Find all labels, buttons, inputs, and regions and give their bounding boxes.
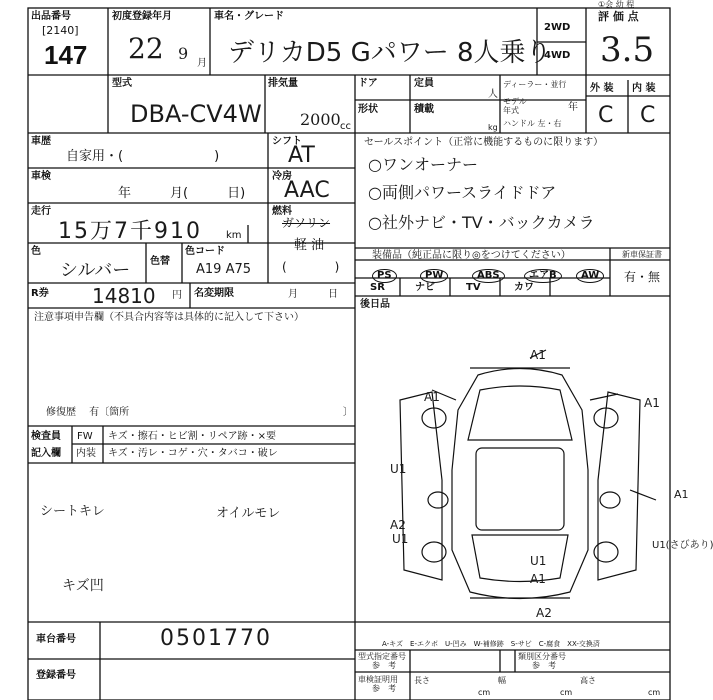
shape-label: 形状 xyxy=(358,104,378,115)
mark-rear-a1: A1 xyxy=(530,572,546,586)
equip-navi: ナビ xyxy=(415,282,435,293)
color-value: シルバー xyxy=(60,260,131,281)
ref-label-3: 参 考 xyxy=(372,684,396,693)
ref-label-2: 参 考 xyxy=(532,661,556,670)
capacity-label: 定員 xyxy=(414,78,434,89)
drive-2wd: 2WD xyxy=(544,22,571,33)
capacity-unit: 人 xyxy=(488,89,498,100)
cert-label: 車検証明用 xyxy=(358,675,398,684)
type-label: 型式 xyxy=(112,78,132,89)
inspector-label: 検査員 xyxy=(31,431,61,442)
interior-grade: C xyxy=(640,103,656,128)
handle-label: ハンドル 左・右 xyxy=(503,119,562,128)
equip-ps: PS xyxy=(372,263,397,283)
attention-label: 注意事項申告欄（不具合内容等は具体的に記入して下さい） xyxy=(34,312,304,323)
interior-box-label: 内装 xyxy=(76,448,96,459)
model-year-label: モデル年式 xyxy=(503,97,527,115)
mark-right-side: A1 xyxy=(674,488,689,501)
chassis-value: 0501770 xyxy=(160,626,272,651)
selling-point-2: ○両側パワースライドドア xyxy=(368,183,557,202)
top-stamp: ①会 幼 程 xyxy=(598,0,635,9)
fuel-struck: ガソリン xyxy=(282,216,331,230)
equipment-label: 装備品（純正品に限り◎をつけてください） xyxy=(372,250,571,261)
month-unit: 月 xyxy=(197,58,207,69)
dealer-label: ディーラー・並行 xyxy=(503,80,567,89)
height-cm: cm xyxy=(648,688,661,697)
equip-pw: PW xyxy=(420,263,448,283)
recycle-label: R券 xyxy=(31,288,49,299)
mark-right-rear: U1(さびあり) xyxy=(652,540,713,551)
selling-point-1: ○ワンオーナー xyxy=(368,155,478,174)
equip-aw: AW xyxy=(576,263,604,283)
year-unit: 年 xyxy=(568,102,578,113)
mark-left-rear-u1: U1 xyxy=(392,532,409,546)
fuel-value: 軽 油 xyxy=(294,238,325,253)
fw-items: キズ・擦石・ヒビ割・リペア跡・×要 xyxy=(108,431,276,442)
mileage-value: 15万7千910 xyxy=(58,219,202,244)
entry-label: 記入欄 xyxy=(31,448,61,459)
first-reg-month: 9 xyxy=(178,44,189,63)
height-label: 高さ xyxy=(580,676,596,685)
score-label: 評 価 点 xyxy=(598,10,639,23)
recycle-value: 14810 xyxy=(92,284,156,308)
mark-left-rear-a2: A2 xyxy=(390,518,406,532)
load-label: 積載 xyxy=(414,104,434,115)
reg-label: 登録番号 xyxy=(36,670,76,681)
mark-front-left: A1 xyxy=(424,390,440,404)
ac-label: 冷房 xyxy=(272,171,292,182)
warranty-label: 新車保証書 xyxy=(622,250,662,259)
displacement-label: 排気量 xyxy=(268,78,298,89)
ac-value: AAC xyxy=(284,178,330,203)
hand-note-seat: シートキレ xyxy=(40,504,105,519)
load-unit: kg xyxy=(488,123,498,132)
class-label: 類別区分番号 xyxy=(518,652,566,661)
equip-leather: カワ xyxy=(514,282,534,293)
mark-front-right: A1 xyxy=(644,396,660,410)
width-cm: cm xyxy=(560,688,573,697)
name-label: 車名・グレード xyxy=(214,11,284,22)
hand-note-oil: オイルモレ xyxy=(216,506,281,521)
repair-label: 修復歴 有〔箇所 xyxy=(46,407,130,418)
mileage-unit: km xyxy=(226,230,242,241)
later-label: 後日品 xyxy=(360,299,390,310)
fuel-paren: ( ) xyxy=(282,260,340,274)
selling-points-label: セールスポイント（正常に機能するものに限ります） xyxy=(364,137,604,148)
repair-close: 〕 xyxy=(343,407,353,418)
length-label: 長さ xyxy=(414,676,430,685)
length-cm: cm xyxy=(478,688,491,697)
color-code-label: 色コード xyxy=(185,246,225,257)
score-value: 3.5 xyxy=(600,30,655,70)
interior-items: キズ・汚レ・コゲ・穴・タバコ・破レ xyxy=(108,448,278,459)
equip-airbag: エアB xyxy=(524,263,562,283)
exterior-grade: C xyxy=(598,103,614,128)
mark-rear-u1: U1 xyxy=(530,554,547,568)
name-change-value: 月 日 xyxy=(288,289,338,300)
interior-label: 内 装 xyxy=(632,83,656,94)
name-value: デリカD5 Gパワー 8人乗り xyxy=(228,38,552,68)
door-label: ドア xyxy=(358,78,378,89)
first-reg-year: 22 xyxy=(128,32,164,65)
shift-label: シフト xyxy=(272,136,302,147)
hand-note-scratch: キズ凹 xyxy=(62,578,104,594)
history-value: 自家用・( ) xyxy=(66,149,220,164)
warranty-value: 有・無 xyxy=(624,270,661,284)
fw-label: FW xyxy=(77,431,93,442)
color-label: 色 xyxy=(31,246,41,257)
shift-value: AT xyxy=(288,143,315,168)
equip-abs: ABS xyxy=(472,263,505,283)
name-change-label: 名変期限 xyxy=(194,288,234,299)
damage-legend: A-キズ E-エクボ U-凹み W-補修跡 S-サビ C-腐食 XX-交換済 xyxy=(382,640,600,648)
equip-sr: SR xyxy=(370,282,385,293)
selling-point-3: ○社外ナビ・TV・バックカメラ xyxy=(368,213,595,232)
ref-label-1: 参 考 xyxy=(372,661,396,670)
lot-sub: [2140] xyxy=(42,24,79,37)
shaken-value: 年 月( 日) xyxy=(118,186,246,201)
type-value: DBA-CV4W xyxy=(130,100,262,128)
history-label: 車歴 xyxy=(31,136,51,147)
first-reg-label: 初度登録年月 xyxy=(112,11,172,22)
width-label: 幅 xyxy=(498,676,506,685)
drive-4wd: 4WD xyxy=(544,50,571,61)
mark-rear-bumper: A2 xyxy=(536,606,552,620)
equip-tv: TV xyxy=(466,282,481,293)
type-designation-label: 型式指定番号 xyxy=(358,652,406,661)
recycle-unit: 円 xyxy=(172,290,182,301)
mark-left-door: U1 xyxy=(390,462,407,476)
lot-number: 147 xyxy=(44,40,88,70)
displacement-value: 2000 xyxy=(300,110,341,129)
exterior-label: 外 装 xyxy=(590,83,614,94)
displacement-unit: cc xyxy=(340,121,351,132)
car-diagram xyxy=(360,330,670,620)
fuel-label: 燃料 xyxy=(272,206,292,217)
color-change-label: 色替 xyxy=(150,256,170,267)
mark-front: A1 xyxy=(530,348,546,362)
shaken-label: 車検 xyxy=(31,171,51,182)
color-code-value: A19 A75 xyxy=(196,262,252,277)
chassis-label: 車台番号 xyxy=(36,634,76,645)
mileage-label: 走行 xyxy=(31,206,51,217)
lot-label: 出品番号 xyxy=(31,11,71,22)
